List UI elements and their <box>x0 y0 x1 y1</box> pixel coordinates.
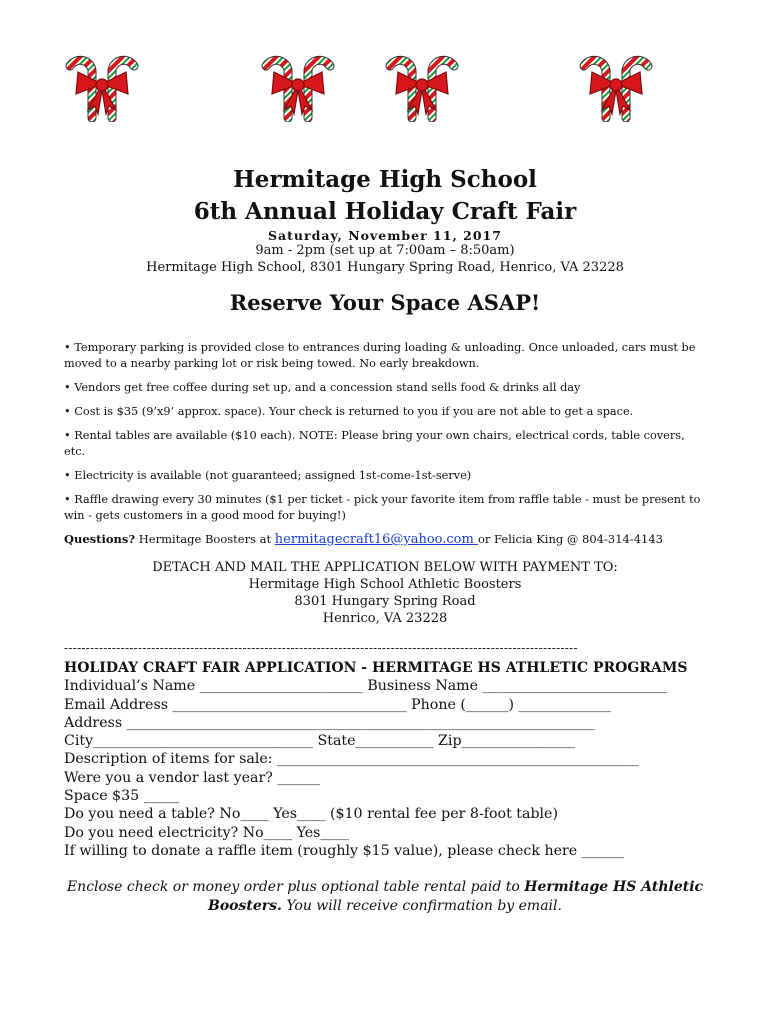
email-link[interactable]: hermitagecraft16@yahoo.com <box>274 532 478 547</box>
questions-text: Hermitage Boosters at <box>135 532 275 546</box>
bullet-raffle: • Raffle drawing every 30 minutes ($1 per ticket - pick your favorite item from raffle table - must be present to win - gets customers in a good mood for buying!) <box>64 493 701 522</box>
field-table: Do you need a table? No____ Yes____ ($10 rental fee per 8-foot table) <box>64 806 558 823</box>
event-address: Hermitage High School, 8301 Hungary Spring Road, Henrico, VA 23228 <box>146 260 624 275</box>
candy-cane-bow-icon <box>382 44 462 122</box>
bullet-cost: • Cost is $35 (9’x9’ approx. space). Your check is returned to you if you are not able to get a space. <box>64 405 634 418</box>
mail-street: 8301 Hungary Spring Road <box>294 594 476 609</box>
payee: Hermitage HS Athletic Boosters. <box>208 879 704 914</box>
reserve-heading: Reserve Your Space ASAP! <box>229 290 541 315</box>
field-space: Space $35 _____ <box>64 788 180 805</box>
field-description: Description of items for sale: ___________________________________________________ <box>64 751 639 768</box>
field-address: Address __________________________________________________________________ <box>64 714 595 731</box>
event-time: 9am - 2pm (set up at 7:00am – 8:50am) <box>255 243 515 258</box>
form-heading: HOLIDAY CRAFT FAIR APPLICATION - HERMITAGE HS ATHLETIC PROGRAMS <box>64 660 688 676</box>
event-date: Saturday, November 11, 2017 <box>268 228 502 243</box>
mail-city: Henrico, VA 23228 <box>322 611 448 626</box>
field-email-phone: Email Address _________________________________ Phone (______) _____________ <box>64 696 611 713</box>
field-raffle-donation: If willing to donate a raffle item (roughly $15 value), please check here ______ <box>64 842 625 859</box>
application-form <box>64 659 724 860</box>
enclose-text: Enclose check or money order plus optional table rental paid to <box>66 879 525 895</box>
confirmation-text: You will receive confirmation by email. <box>281 898 562 914</box>
field-vendor-last-year: Were you a vendor last year? ______ <box>64 769 320 786</box>
mailing-address <box>0 559 770 627</box>
questions-line <box>64 532 663 547</box>
candy-cane-bow-icon <box>258 44 338 122</box>
detach-instruction: DETACH AND MAIL THE APPLICATION BELOW WITH PAYMENT TO: <box>152 560 618 575</box>
event-title: 6th Annual Holiday Craft Fair <box>193 198 577 225</box>
candy-cane-bow-icon <box>62 44 142 122</box>
info-bullets <box>64 340 704 532</box>
bullet-coffee: • Vendors get free coffee during set up, and a concession stand sells food & drinks all day <box>64 381 581 394</box>
field-name: Individual’s Name _______________________ Business Name __________________________ <box>64 678 667 695</box>
page-title: Hermitage High School <box>233 166 537 193</box>
enclose-note <box>40 878 730 916</box>
field-electricity: Do you need electricity? No____ Yes____ <box>64 824 349 841</box>
questions-label: Questions? <box>64 532 136 546</box>
cut-line: ---------------------------------------------------------------------------------------------------------------------- <box>64 641 578 655</box>
bullet-tables: • Rental tables are available ($10 each). NOTE: Please bring your own chairs, electrical cords, table covers, etc. <box>64 429 685 458</box>
candy-cane-bow-icon <box>576 44 656 122</box>
bullet-parking: • Temporary parking is provided close to entrances during loading & unloading. Once unloaded, cars must be moved to a nearby parking lot or risk being towed. No early breakdown. <box>64 341 696 370</box>
field-city-state-zip: City_______________________________ State___________ Zip________________ <box>64 733 576 750</box>
bullet-electricity: • Electricity is available (not guaranteed; assigned 1st-come-1st-serve) <box>64 469 472 482</box>
contact-text: or Felicia King @ 804-314-4143 <box>477 532 663 546</box>
mail-recipient: Hermitage High School Athletic Boosters <box>248 577 522 592</box>
